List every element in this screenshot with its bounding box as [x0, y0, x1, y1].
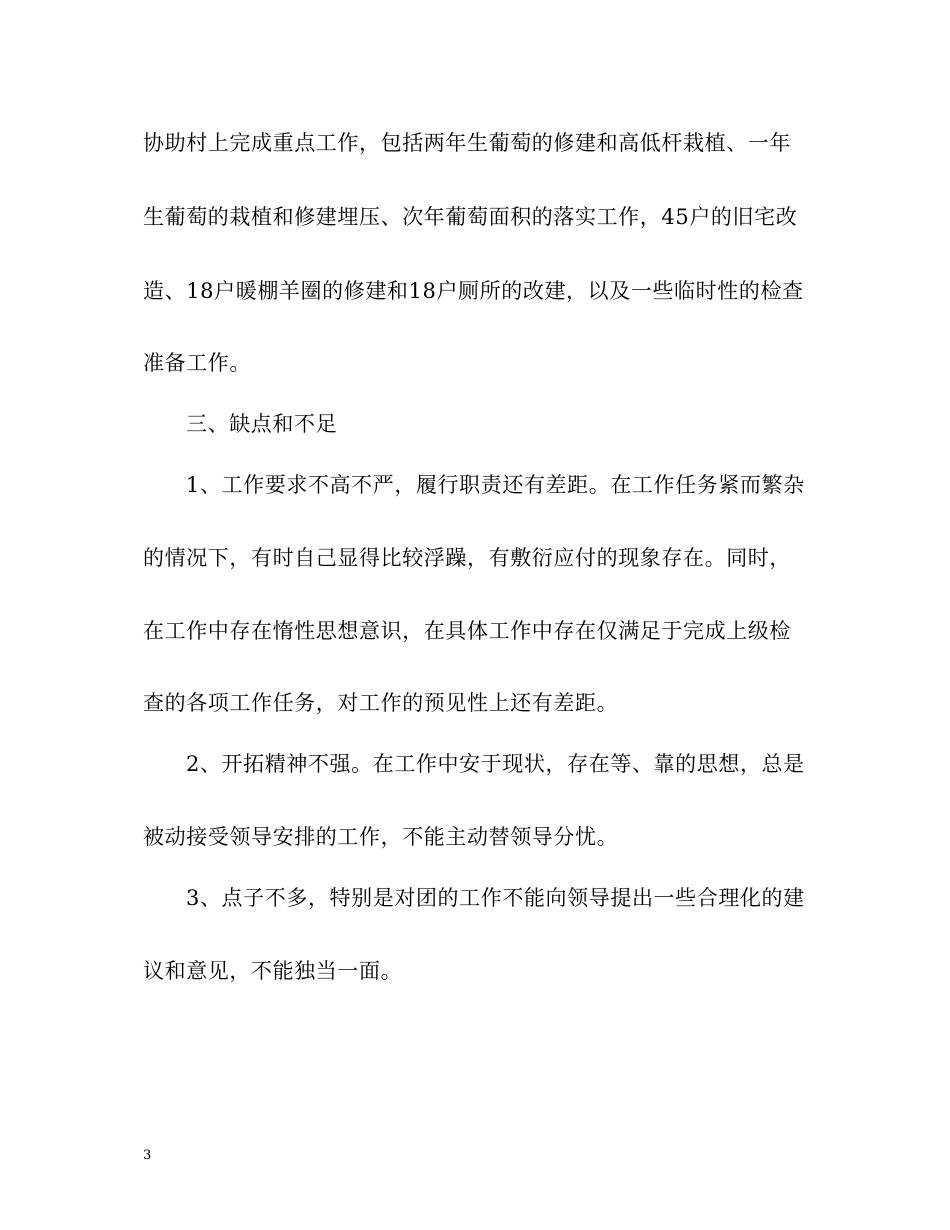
- paragraph-line: 准备工作。: [143, 351, 251, 375]
- paragraph-line: 被动接受领导安排的工作，不能主动替领导分忧。: [143, 825, 619, 849]
- paragraph-line: 议和意见，不能独当一面。: [143, 959, 403, 983]
- paragraph-line: 协助村上完成重点工作，包括两年生葡萄的修建和高低杆栽植、一年: [143, 131, 791, 155]
- paragraph-line: 查的各项工作任务，对工作的预见性上还有差距。: [143, 691, 619, 715]
- paragraph-line: 在工作中存在惰性思想意识，在具体工作中存在仅满足于完成上级检: [143, 619, 791, 643]
- paragraph-line: 3、点子不多，特别是对团的工作不能向领导提出一些合理化的建: [186, 886, 805, 910]
- paragraph-line: 的情况下，有时自己显得比较浮躁，有敷衍应付的现象存在。同时，: [143, 546, 791, 570]
- page-number: 3: [143, 1148, 152, 1163]
- paragraph-line: 造、18户暖棚羊圈的修建和18户厕所的改建，以及一些临时性的检查: [143, 279, 804, 303]
- paragraph-line: 1、工作要求不高不严，履行职责还有差距。在工作任务紧而繁杂: [186, 473, 805, 497]
- paragraph-line: 生葡萄的栽植和修建埋压、次年葡萄面积的落实工作，45户的旧宅改: [143, 205, 798, 229]
- paragraph-line: 2、开拓精神不强。在工作中安于现状，存在等、靠的思想，总是: [186, 752, 805, 776]
- section-heading: 三、缺点和不足: [186, 412, 338, 436]
